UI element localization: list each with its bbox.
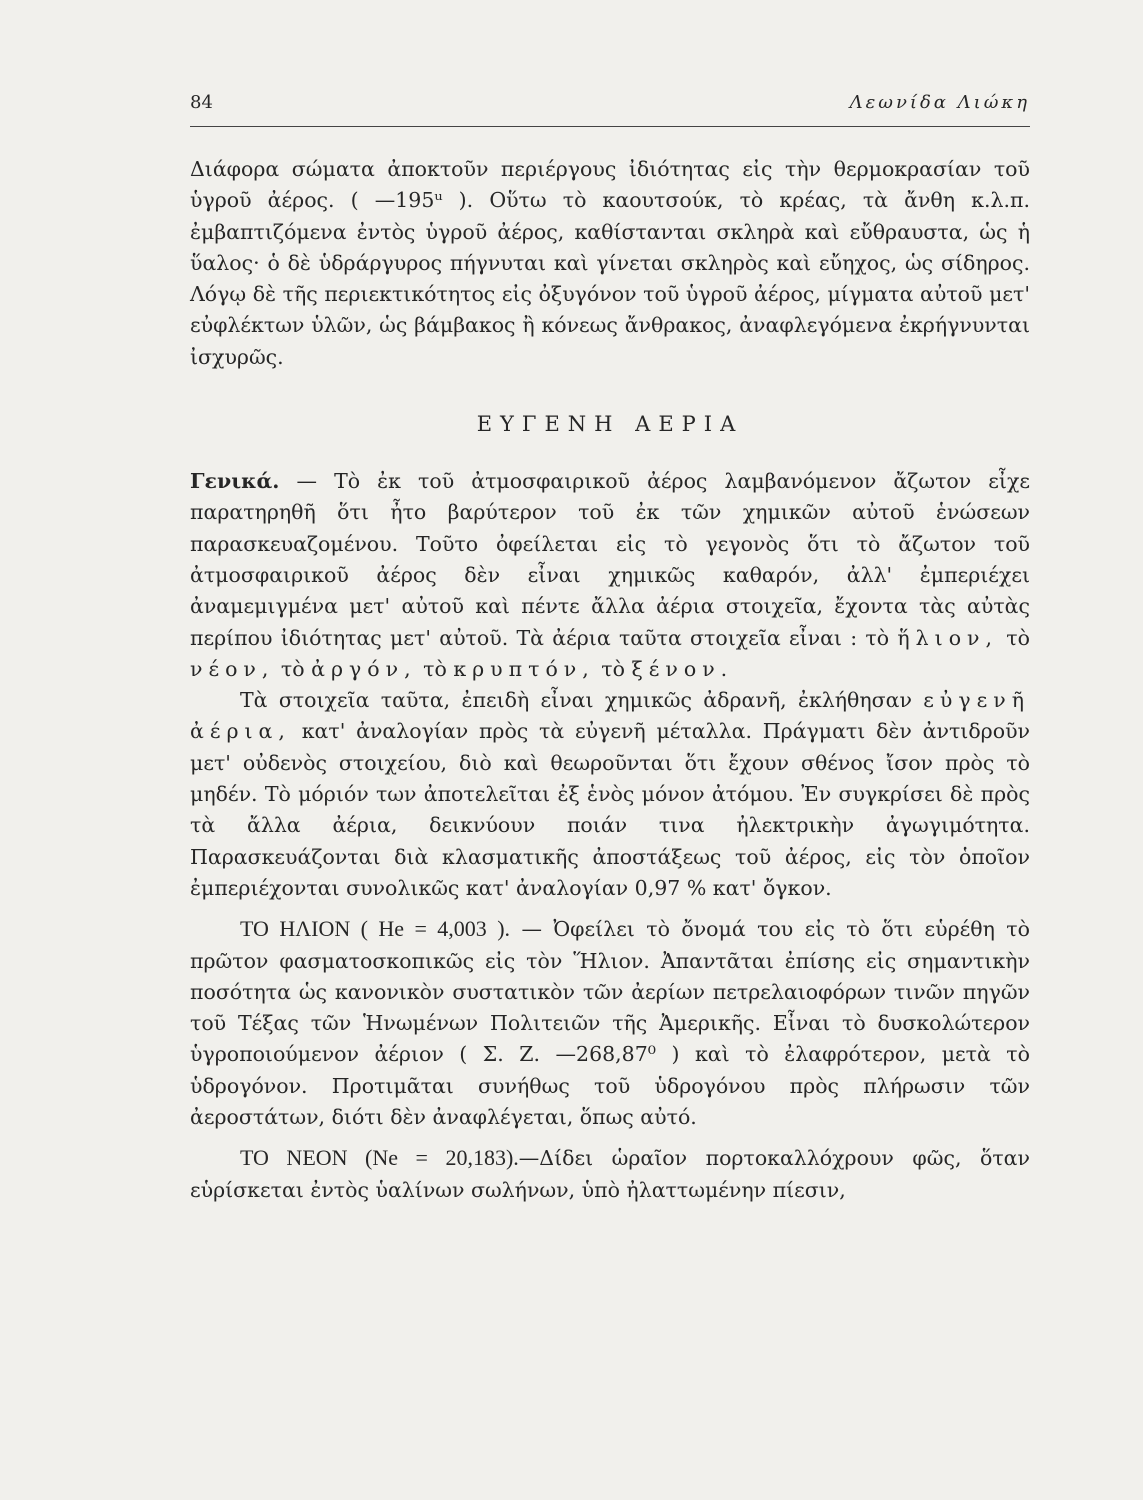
- noble-gases-paragraph: [190, 685, 1030, 904]
- general-text: — Τὸ ἐκ τοῦ ἀτμοσφαιρικοῦ ἀέρος λαμβανόμενον ἄζωτον εἶχε παρατηρηθῆ ὅτι ἦτο βαρύτερον τοῦ ἐκ τῶν χημικῶν αὐτοῦ ἑνώσεων παρασκευαζομένου. Τοῦτο ὀφείλεται εἰς τὸ γεγονὸς ὅτι τὸ ἄζωτον τοῦ ἀτμοσφαιρικοῦ ἀέρος δὲν εἶναι χημικῶς καθαρόν, ἀλλ' ἐμπεριέχει ἀναμεμιγμένα μετ' αὐτοῦ καὶ πέντε ἄλλα ἀέρια στοιχεῖα, ἔχοντα τὰς αὐτὰς περίπου ἰδιότητας μετ' αὐτοῦ. Τὰ ἀέρια ταῦτα στοιχεῖα εἶναι : τὸ: [190, 469, 1030, 650]
- gas-neon: νέον,: [190, 656, 275, 681]
- gas-separator: τὸ: [416, 656, 454, 681]
- helium-text: — Ὀφείλει τὸ ὄνομά του εἰς τὸ ὅτι εὑρέθη τὸ πρῶτον φασματοσκοπικῶς εἰς τὸν Ἥλιον. Ἀπαντᾶται ἐπίσης εἰς σημαντικὴν ποσότητα ὡς κανονικὸν συστατικὸν τῶν ἀερίων πετρελαιοφόρων τινῶν πηγῶν τοῦ Τέξας τῶν Ἡνωμένων Πολιτειῶν τῆς Ἀμερικῆς. Εἶναι τὸ δυσκολώτερον ὑγροποιούμενον ἀέριον ( Σ. Ζ. —268,87⁰ ) καὶ τὸ ἐλαφρότερον, μετὰ τὸ ὑδρογόνον. Προτιμᾶται συνήθως τοῦ ὑδρογόνου πρὸς πλήρωσιν τῶν ἀεροστάτων, διότι δὲν ἀναφλέγεται, ὅπως αὐτό.: [190, 917, 1030, 1130]
- gas-separator: τὸ: [594, 656, 632, 681]
- gas-helium: ἥλιον,: [897, 625, 999, 650]
- page-number: 84: [190, 92, 213, 113]
- page-header: [190, 92, 1030, 126]
- general-lead: Γενικά.: [190, 469, 280, 494]
- header-rule: [190, 126, 1030, 127]
- noble-text-a: Τὰ στοιχεῖα ταῦτα, ἐπειδὴ εἶναι χημικῶς ἀδρανῆ, ἐκλήθησαν: [240, 688, 924, 713]
- page-body: [190, 154, 1030, 1206]
- noble-term: εὐγενῆ ἀέρια,: [190, 688, 1030, 744]
- general-paragraph: [190, 466, 1030, 685]
- helium-paragraph: [190, 913, 1030, 1133]
- helium-lead: ΤΟ ΗΛΙΟΝ ( He = 4,003 ).: [240, 916, 511, 942]
- gas-xenon: ξένον.: [631, 656, 734, 681]
- intro-paragraph: Διάφορα σώματα ἀποκτοῦν περιέργους ἰδιότητας εἰς τὴν θερμοκρασίαν τοῦ ὑγροῦ ἀέρος. ( —195ᵘ ). Οὕτω τὸ καουτσούκ, τὸ κρέας, τὰ ἄνθη κ.λ.π. ἐμβαπτιζόμενα ἐντὸς ὑγροῦ ἀέρος, καθίστανται σκληρὰ καὶ εὔθραυστα, ὡς ἡ ὕαλος· ὁ δὲ ὑδράργυρος πήγνυται καὶ γίνεται σκληρὸς καὶ εὔηχος, ὡς σίδηρος. Λόγῳ δὲ τῆς περιεκτικότητος εἰς ὀξυγόνον τοῦ ὑγροῦ ἀέρος, μίγματα αὐτοῦ μετ' εὐφλέκτων ὑλῶν, ὡς βάμβακος ἢ κόνεως ἄνθρακος, ἀναφλεγόμενα ἐκρήγνυνται ἰσχυρῶς.: [190, 157, 1030, 369]
- book-page: [190, 92, 1030, 1472]
- gas-separator: τὸ: [274, 656, 312, 681]
- noble-text-b: κατ' ἀναλογίαν πρὸς τὰ εὐγενῆ μέταλλα. Πράγματι δὲν ἀντιδροῦν μετ' οὐδενὸς στοιχείου, διὸ καὶ θεωροῦνται ὅτι ἔχουν σθένος ἴσον πρὸς τὸ μηδέν. Τὸ μόριόν των ἀποτελεῖται ἐξ ἑνὸς μόνον ἀτόμου. Ἐν συγκρίσει δὲ πρὸς τὰ ἄλλα ἀέρια, δεικνύουν ποιάν τινα ἠλεκτρικὴν ἀγωγιμότητα. Παρασκευάζονται διὰ κλασματικῆς ἀποστάξεως τοῦ ἀέρος, εἰς τὸν ὁποῖον ἐμπεριέχονται συνολικῶς κατ' ἀναλογίαν 0,97 % κατ' ὄγκον.: [190, 719, 1030, 900]
- gas-separator: τὸ: [998, 625, 1030, 650]
- neon-text: —Δίδει ὡραῖον πορτοκαλλόχρουν φῶς, ὅταν εὑρίσκεται ἐντὸς ὑαλίνων σωλήνων, ὑπὸ ἠλαττωμένην πίεσιν,: [190, 1146, 1030, 1202]
- neon-lead: ΤΟ ΝΕΟΝ (Ne = 20,183).: [240, 1145, 519, 1171]
- running-head: Λεωνίδα Λιώκη: [849, 92, 1030, 113]
- neon-paragraph: [190, 1142, 1030, 1206]
- gas-krypton: κρυπτόν,: [453, 656, 595, 681]
- section-title: ΕΥΓΕΝΗ ΑΕΡΙΑ: [476, 412, 744, 437]
- gas-argon: ἀργόν,: [311, 656, 417, 681]
